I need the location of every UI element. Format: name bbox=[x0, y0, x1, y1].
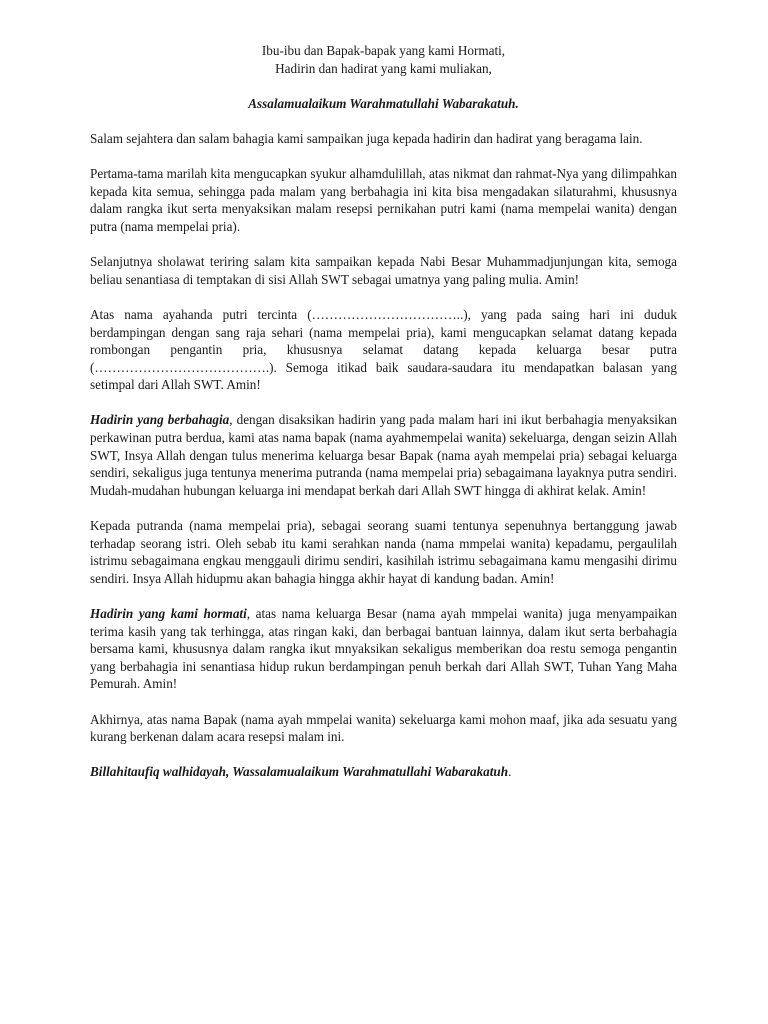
paragraph-selamat-datang: Atas nama ayahanda putri tercinta (……………………………..), yang pada saing hari ini duduk berdampingan dengan sang raja sehari (nama mempelai pria), kami mengucapkan selamat datang kepada rombongan pengantin pria, khususnya selamat datang kepada keluarga besar putra (………………………………….). Semoga itikad baik saudara-saudara itu mendapatkan balasan yang setimpal dari Allah SWT. Amin! bbox=[90, 306, 677, 393]
paragraph-sholawat: Selanjutnya sholawat teriring salam kita sampaikan kepada Nabi Besar Muhammadjunjungan kita, semoga beliau senantiasa di temptakan di sisi Allah SWT sebagai umatnya yang paling mulia. Amin! bbox=[90, 254, 677, 287]
spacer bbox=[90, 148, 677, 166]
greeting-line-2: Hadirin dan hadirat yang kami muliakan, bbox=[275, 60, 492, 76]
paragraph-mohon-maaf: Akhirnya, atas nama Bapak (nama ayah mmpelai wanita) sekeluarga kami mohon maaf, jika ada sesuatu yang kurang berkenan dalam acara resepsi malam ini. bbox=[90, 711, 677, 745]
closing-salam bbox=[90, 763, 677, 781]
spacer bbox=[90, 77, 677, 95]
closing-text: Billahitaufiq walhidayah, Wassalamualaikum Warahmatullahi Wabarakatuh bbox=[90, 764, 509, 780]
spacer bbox=[90, 394, 677, 412]
speech-document bbox=[90, 42, 677, 781]
paragraph-syukur: Pertama-tama marilah kita mengucapkan syukur alhamdulillah, atas nikmat dan rahmat-Nya yang dilimpahkan kepada kita semua, sehingga pada malam yang berbahagia ini kita bisa mengadakan silaturahmi, khususnya dalam rangka ikut serta menyaksikan malam resepsi pernikahan putri kami (nama mempelai wanita) dengan putra (nama mempelai pria). bbox=[90, 166, 677, 234]
spacer bbox=[90, 112, 677, 130]
spacer bbox=[90, 499, 677, 517]
opening-salam: Assalamualaikum Warahmatullahi Wabarakatuh. bbox=[248, 95, 519, 111]
paragraph-body: , atas nama keluarga Besar (nama ayah mmpelai wanita) juga menyampaikan terima kasih yang tak terhingga, atas ringan kaki, dan berbagai bantuan lainnya, dalam ikut serta berbahagia bersama kami, khususnya dalam rangka ikut mnyaksikan sekaligus memberikan doa restu semoga pengantin yang berbahagia ini senantiasa hidup rukun berdampingan penuh berkah dari Allah SWT, Tuhan Yang Maha Pemurah. Amin! bbox=[90, 606, 678, 692]
greeting-line-1: Ibu-ibu dan Bapak-bapak yang kami Hormati, bbox=[261, 43, 506, 58]
closing-period: . bbox=[508, 764, 512, 780]
spacer bbox=[90, 587, 677, 605]
paragraph-hadirin-hormati bbox=[90, 605, 677, 693]
paragraph-hadirin-berbahagia bbox=[90, 411, 677, 499]
spacer bbox=[90, 693, 677, 711]
spacer bbox=[90, 288, 677, 306]
paragraph-lead: Hadirin yang berbahagia bbox=[90, 412, 230, 428]
spacer bbox=[90, 236, 677, 254]
paragraph-salam-sejahtera: Salam sejahtera dan salam bahagia kami sampaikan juga kepada hadirin dan hadirat yang beragama lain. bbox=[90, 130, 643, 146]
paragraph-lead: Hadirin yang kami hormati bbox=[90, 606, 247, 621]
paragraph-body: , dengan disaksikan hadirin yang pada malam hari ini ikut berbahagia menyaksikan perkawinan putra berdua, kami atas nama bapak (nama ayahmempelai wanita) sekeluarga, dengan seizin Allah SWT, Insya Allah dengan tulus menerima keluarga besar Bapak (nama ayah mempelai pria) sebagai keluarga sendiri, sekaligus juga tentunya menerima putranda (nama mempelai pria) sebagaimana layaknya putra sendiri. Mudah-mudahan hubungan keluarga ini mendapat berkah dari Allah SWT hingga di akhirat kelak. Amin! bbox=[90, 412, 677, 498]
spacer bbox=[90, 746, 677, 764]
paragraph-kepada-putranda: Kepada putranda (nama mempelai pria), sebagai seorang suami tentunya sepenuhnya bertanggung jawab terhadap seorang istri. Oleh sebab itu kami serahkan nanda (nama mmpelai wanita) kepadamu, pergaulilah istrimu sebagaimana engkau menggauli dirimu sendiri, kasihilah istrimu sebagaimana kamu mengasihi dirimu sendiri. Insya Allah hidupmu akan bahagia hingga akhir hayat di kandung badan. Amin! bbox=[90, 518, 677, 586]
